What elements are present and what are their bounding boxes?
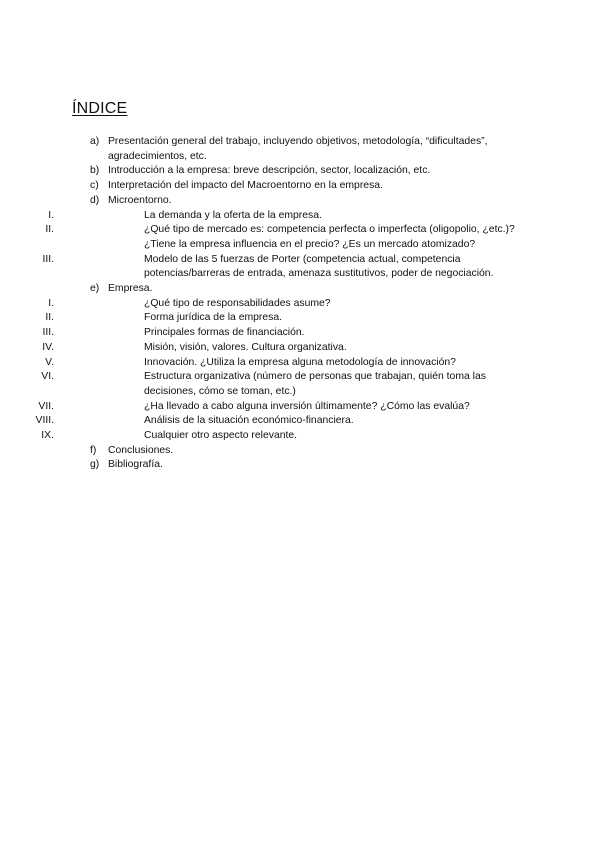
toc-item-b: [0, 164, 528, 179]
toc-item-c: [0, 179, 528, 194]
toc-marker: I.: [48, 209, 54, 221]
toc-subitem-e-2: [0, 311, 528, 326]
toc-subitem-e-5: [0, 356, 528, 371]
toc-subitem-d-2: [0, 223, 528, 252]
toc-marker: III.: [42, 327, 54, 339]
toc-text: Introducción a la empresa: breve descripción, sector, localización, etc.: [108, 165, 431, 177]
toc-text: Modelo de las 5 fuerzas de Porter (competencia actual, competencia potencias/barreras de entrada, amenaza sustitutivos, poder de negociación.: [144, 253, 494, 280]
toc-text: Empresa.: [108, 283, 153, 295]
toc-subitem-e-3: [0, 326, 528, 341]
toc-text: Innovación. ¿Utiliza la empresa alguna metodología de innovación?: [144, 356, 456, 368]
toc-text: Estructura organizativa (número de personas que trabajan, quién toma las decisiones, cómo se toman, etc.): [144, 371, 486, 397]
toc-subitem-e-8: [0, 414, 528, 429]
toc-subitem-e-4: [0, 341, 528, 356]
page-title: ÍNDICE: [72, 100, 128, 117]
toc-text: Conclusiones.: [108, 444, 174, 456]
toc-item-a: [0, 135, 528, 164]
toc-text: ¿Qué tipo de mercado es: competencia perfecta o imperfecta (oligopolio, ¿etc.)? ¿Tiene la empresa influencia en el precio? ¿Es un mercado atomizado?: [144, 224, 515, 250]
toc-text: Misión, visión, valores. Cultura organizativa.: [144, 341, 347, 353]
toc-item-e: [0, 282, 528, 297]
toc-subitem-e-9: [0, 429, 528, 444]
toc-item-d: [0, 194, 528, 209]
toc-marker: IX.: [41, 430, 54, 442]
toc-item-g: [0, 458, 528, 473]
toc-subitem-e-1: [0, 297, 528, 312]
toc-subitem-d-3: [0, 253, 528, 282]
toc-text: Microentorno.: [108, 194, 172, 206]
toc-marker: I.: [48, 297, 54, 309]
toc-text: Cualquier otro aspecto relevante.: [144, 430, 298, 442]
toc-subitem-e-7: [0, 400, 528, 415]
toc-marker: VIII.: [35, 415, 54, 427]
toc-marker: III.: [42, 253, 54, 265]
toc-text: Principales formas de financiación.: [144, 327, 305, 339]
toc-marker: VI.: [41, 371, 54, 383]
toc-text: Presentación general del trabajo, incluyendo objetivos, metodología, “dificultades”, agradecimientos, etc.: [108, 136, 488, 162]
toc-marker: e): [90, 283, 100, 295]
toc-subitem-d-1: [0, 209, 528, 224]
toc-text: Interpretación del impacto del Macroentorno en la empresa.: [108, 180, 383, 192]
toc-text: Forma jurídica de la empresa.: [144, 312, 283, 324]
toc-marker: II.: [45, 224, 54, 236]
toc-marker: IV.: [42, 341, 54, 353]
toc-marker: f): [90, 444, 97, 456]
toc-subitem-e-6: [0, 370, 528, 399]
toc-text: ¿Qué tipo de responsabilidades asume?: [144, 297, 331, 309]
toc-text: Bibliografía.: [108, 459, 163, 471]
toc-marker: VII.: [38, 400, 54, 412]
toc-marker: g): [90, 459, 100, 471]
toc-marker: V.: [45, 356, 54, 368]
toc-text: La demanda y la oferta de la empresa.: [144, 209, 322, 221]
toc-item-f: [0, 444, 528, 459]
toc-marker: a): [90, 136, 100, 147]
toc-text: Análisis de la situación económico-financiera.: [144, 415, 354, 427]
table-of-contents: [0, 135, 600, 473]
toc-marker: d): [90, 194, 100, 206]
toc-marker: c): [90, 180, 99, 192]
toc-text: ¿Ha llevado a cabo alguna inversión últimamente? ¿Cómo las evalúa?: [144, 400, 470, 412]
toc-marker: II.: [45, 312, 54, 324]
toc-marker: b): [90, 165, 100, 177]
